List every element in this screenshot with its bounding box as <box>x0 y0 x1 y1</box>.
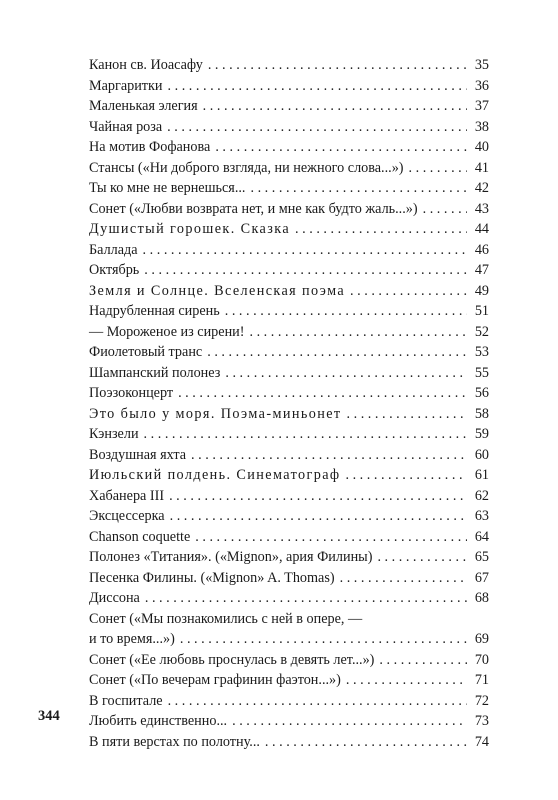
toc-entry-title: Земля и Солнце. Вселенская поэма <box>89 282 346 299</box>
dot-leader <box>169 486 467 507</box>
toc-entry-title: Кэнзели <box>89 426 139 442</box>
toc-entry <box>89 588 489 609</box>
toc-entry-title: Chanson coquette <box>89 528 191 545</box>
toc-entry-title: Полонез «Титания». («Mignon», ария Филины) <box>89 549 373 565</box>
dot-leader <box>265 732 467 753</box>
dot-leader <box>340 568 467 589</box>
toc-entry-title: Чайная роза <box>89 118 163 135</box>
dot-leader <box>143 240 467 261</box>
toc-entry <box>89 301 489 322</box>
toc-entry-title: Диссона <box>89 590 140 606</box>
toc-entry-title: Июльский полдень. Синематограф <box>89 467 341 483</box>
dot-leader <box>207 342 467 363</box>
toc-entry-title: Стансы («Ни доброго взгляда, ни нежного слова...») <box>89 159 404 176</box>
dot-leader <box>423 199 467 220</box>
dot-leader <box>250 178 467 199</box>
dot-leader <box>379 650 467 671</box>
toc-entry <box>89 199 489 220</box>
dot-leader <box>345 465 467 486</box>
toc-entry-page: 68 <box>474 590 489 606</box>
toc-entry-page: 40 <box>474 139 489 155</box>
toc-entry-title: Маргаритки <box>89 77 163 94</box>
toc-entry-title: Песенка Филины. («Mignon» A. Thomas) <box>89 569 335 586</box>
toc-entry-page: 52 <box>474 323 489 340</box>
dot-leader <box>144 260 467 281</box>
toc-entry <box>89 117 489 138</box>
dot-leader <box>409 158 467 179</box>
toc-entry-page: 55 <box>474 364 489 381</box>
toc-entry-page: 36 <box>474 77 489 94</box>
toc-entry-page: 73 <box>474 713 489 729</box>
toc-entry-page: 41 <box>474 159 489 176</box>
toc-entry-title: Воздушная яхта <box>89 446 187 463</box>
toc-entry-title: Душистый горошек. Сказка <box>89 221 291 237</box>
toc-entry-title: — Мороженое из сирени! <box>89 323 245 340</box>
toc-entry-page: 63 <box>474 508 489 524</box>
toc-entry-page: 53 <box>474 344 489 360</box>
toc-entry <box>89 240 489 261</box>
toc-entry-title: Маленькая элегия <box>89 98 198 114</box>
toc-entry-page: 64 <box>474 528 489 545</box>
toc-entry-page: 42 <box>474 180 489 196</box>
dot-leader <box>225 301 467 322</box>
toc-entry-title: Поэзоконцерт <box>89 385 174 401</box>
toc-entry-page: 35 <box>474 57 489 73</box>
toc-entry-title: Эксцессерка <box>89 508 165 524</box>
toc-entry <box>89 465 489 486</box>
toc-entry <box>89 158 489 179</box>
toc-entry <box>89 137 489 158</box>
toc-entry-title: Канон св. Иоасафу <box>89 57 203 73</box>
toc-entry-page: 51 <box>474 303 489 319</box>
dot-leader <box>377 547 467 568</box>
dot-leader <box>347 404 467 425</box>
toc-entry <box>89 691 489 712</box>
toc-entry-page: 46 <box>474 241 489 258</box>
toc-entry <box>89 445 489 466</box>
dot-leader <box>249 322 467 343</box>
toc-entry-page: 67 <box>474 569 489 586</box>
toc-entry-title: Фиолетовый транс <box>89 344 203 360</box>
toc-entry <box>89 506 489 527</box>
toc-entry-title: Любить единственно... <box>89 713 228 729</box>
toc-entry-page: 60 <box>474 446 489 463</box>
toc-entry-multiline <box>89 609 489 650</box>
toc-entry-title: Ты ко мне не вернешься... <box>89 180 246 196</box>
toc-entry-page: 72 <box>474 692 489 709</box>
toc-entry-page: 61 <box>474 467 489 483</box>
toc-entry-page: 62 <box>474 487 489 504</box>
dot-leader <box>191 445 467 466</box>
toc-entry-title: Надрубленная сирень <box>89 303 220 319</box>
toc-entry-title: В госпитале <box>89 692 163 709</box>
dot-leader <box>350 281 467 302</box>
toc-entry-title: Хабанера III <box>89 487 165 504</box>
toc-entry <box>89 568 489 589</box>
toc-entry <box>89 76 489 97</box>
toc-entry <box>89 383 489 404</box>
dot-leader <box>203 96 467 117</box>
toc-entry <box>89 670 489 691</box>
dot-leader <box>170 506 467 527</box>
toc-entry-title: Сонет («Любви возврата нет, и мне как будто жаль...») <box>89 200 418 217</box>
toc-entry <box>89 342 489 363</box>
toc-entry-title-line1: Сонет («Мы познакомились с ней в опере, — <box>89 610 363 627</box>
toc-entry <box>89 219 489 240</box>
dot-leader <box>168 76 468 97</box>
dot-leader <box>167 117 467 138</box>
toc-entry-title: и то время...») <box>89 631 175 647</box>
toc-entry-page: 74 <box>474 733 489 750</box>
dot-leader <box>225 363 467 384</box>
toc-entry <box>89 711 489 732</box>
toc-entry-page: 38 <box>474 118 489 135</box>
toc-entry <box>89 363 489 384</box>
dot-leader <box>178 383 467 404</box>
toc-entry-title: Сонет («Ее любовь проснулась в девять лет...») <box>89 651 375 668</box>
toc-entry-page: 49 <box>474 282 489 299</box>
dot-leader <box>232 711 467 732</box>
toc-entry <box>89 260 489 281</box>
dot-leader <box>195 527 467 548</box>
toc-entry <box>89 650 489 671</box>
toc-entry-page: 59 <box>474 426 489 442</box>
dot-leader <box>168 691 467 712</box>
toc-entry-page: 70 <box>474 651 489 668</box>
toc-entry-page: 37 <box>474 98 489 114</box>
toc-entry-page: 65 <box>474 549 489 565</box>
toc-entry-title: Это было у моря. Поэма-миньонет <box>89 405 342 422</box>
toc-entry <box>89 96 489 117</box>
toc-entry <box>89 55 489 76</box>
toc-entry <box>89 404 489 425</box>
toc-entry <box>89 547 489 568</box>
toc-entry <box>89 178 489 199</box>
dot-leader <box>346 670 467 691</box>
dot-leader <box>295 219 467 240</box>
page-number: 344 <box>38 708 60 724</box>
toc-entry <box>89 281 489 302</box>
toc-entry-title: Баллада <box>89 241 138 258</box>
toc-entry <box>89 732 489 753</box>
table-of-contents <box>89 55 489 752</box>
toc-entry-title: Шампанский полонез <box>89 364 221 381</box>
dot-leader <box>180 629 467 650</box>
dot-leader <box>215 137 467 158</box>
toc-entry-page: 58 <box>474 405 489 422</box>
toc-entry-page: 44 <box>474 221 489 237</box>
toc-entry-title: На мотив Фофанова <box>89 139 211 155</box>
dot-leader <box>208 55 467 76</box>
dot-leader <box>144 424 467 445</box>
toc-entry <box>89 322 489 343</box>
dot-leader <box>145 588 467 609</box>
toc-entry <box>89 486 489 507</box>
toc-entry <box>89 527 489 548</box>
toc-entry-page: 43 <box>474 200 489 217</box>
toc-entry-page: 56 <box>474 385 489 401</box>
toc-entry-title: Сонет («По вечерам графинин фаэтон...») <box>89 672 341 688</box>
toc-entry-page: 69 <box>474 631 489 647</box>
toc-entry-page: 47 <box>474 262 489 278</box>
toc-entry-page: 71 <box>474 672 489 688</box>
toc-entry-title: Октябрь <box>89 262 140 278</box>
toc-entry <box>89 424 489 445</box>
toc-entry-title: В пяти верстах по полотну... <box>89 733 260 750</box>
